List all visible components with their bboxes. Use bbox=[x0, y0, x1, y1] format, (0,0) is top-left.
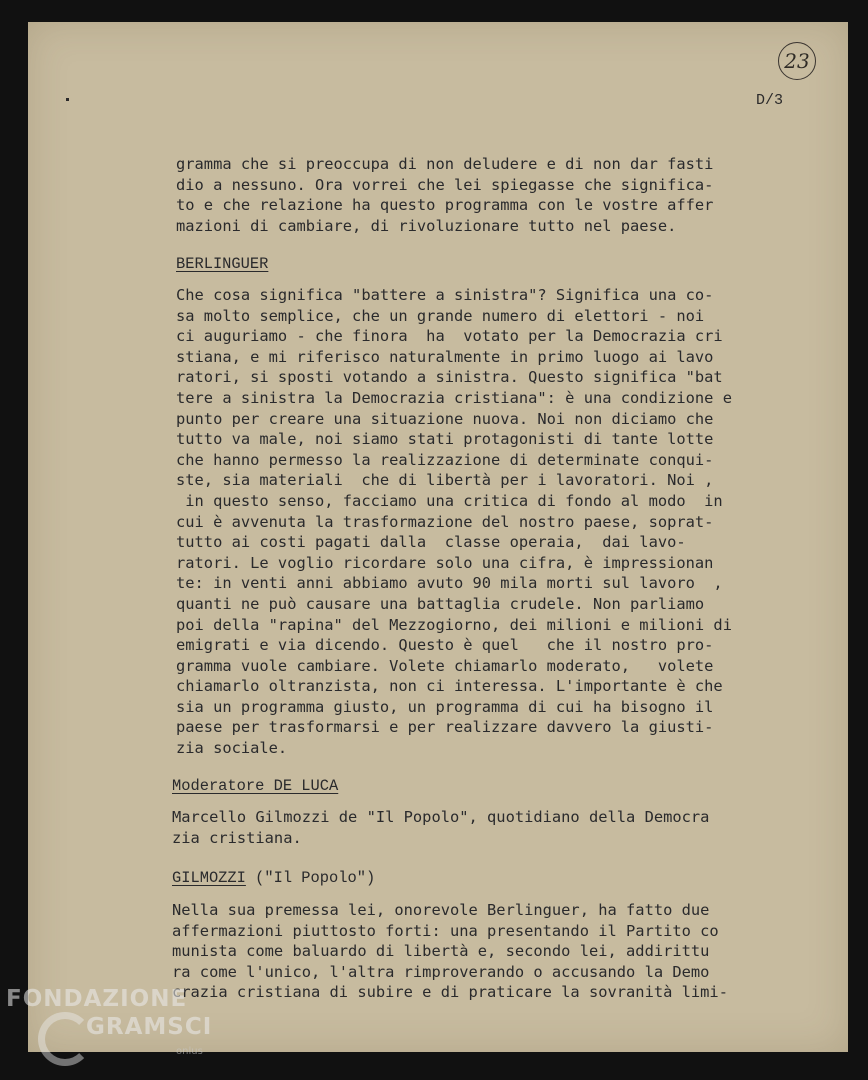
paragraph-gilmozzi-question: Nella sua premessa lei, onorevole Berlinguer, ha fatto due affermazioni piuttosto forti: una presentando il Partito co munista come baluardo di libertà e, secondo lei, addirittu ra come l'unico, l'altra rimproverando o accusando la Demo crazia cristiana di subire e di praticare la sovranità limi- bbox=[172, 901, 728, 1002]
watermark-line-1: FONDAZIONE bbox=[6, 986, 188, 1012]
watermark-line-2: GRAMSCI bbox=[86, 1014, 213, 1040]
speaker-heading-moderator: Moderatore DE LUCA bbox=[172, 777, 339, 795]
watermark-logo-ring bbox=[38, 1012, 92, 1066]
handwritten-page-number: 23 bbox=[778, 42, 816, 80]
speaker-heading-gilmozzi bbox=[172, 869, 375, 887]
paragraph-moderator: Marcello Gilmozzi de "Il Popolo", quotidiano della Democra zia cristiana. bbox=[172, 808, 710, 847]
speaker-affiliation: ("Il Popolo") bbox=[245, 869, 376, 887]
watermark-onlus: onlus bbox=[176, 1046, 203, 1057]
document-code: D/3 bbox=[756, 92, 784, 109]
speaker-heading-berlinguer: BERLINGUER bbox=[176, 255, 269, 273]
paragraph-intro: gramma che si preoccupa di non deludere e di non dar fasti dio a nessuno. Ora vorrei che lei spiegasse che significa- to e che relazione ha questo programma con le vostre affer mazioni di cambiare, di rivoluzionare tutto nel paese. bbox=[176, 155, 714, 235]
paper-mark bbox=[66, 98, 69, 101]
speaker-name-gilmozzi: GILMOZZI bbox=[172, 869, 246, 887]
fondazione-gramsci-watermark bbox=[6, 986, 246, 1076]
paragraph-berlinguer-answer: Che cosa significa "battere a sinistra"? Significa una co- sa molto semplice, che un grande numero di elettori - noi ci auguriamo - che finora ha votato per la Democrazia cri stiana, e mi riferisco naturalmente in primo luogo ai lavo ratori, si sposti votando a sinistra. Questo significa "bat tere a sinistra la Democrazia cristiana": è una condizione e punto per creare una situazione nuova. Noi non diciamo che tutto va male, noi siamo stati protagonisti di tante lotte che hanno permesso la realizzazione di determinate conqui- ste, sia materiali che di libertà per i lavoratori. Noi , in questo senso, facciamo una critica di fondo al modo in cui è avvenuta la trasformazione del nostro paese, soprat- tutto ai costi pagati dalla classe operaia, dai lavo- ratori. Le voglio ricordare solo una cifra, è impressionan te: in venti anni abbiamo avuto 90 mila morti sul lavoro , quanti ne può causare una battaglia crudele. Non parliamo poi della "rapina" del Mezzogiorno, dei milioni e milioni di emigrati e via dicendo. Questo è quel che il nostro pro- gramma vuole cambiare. Volete chiamarlo moderato, volete chiamarlo oltranzista, non ci interessa. L'importante è che sia un programma giusto, un programma di cui ha bisogno il paese per trasformarsi e per realizzare davvero la giusti- zia sociale. bbox=[176, 286, 732, 758]
